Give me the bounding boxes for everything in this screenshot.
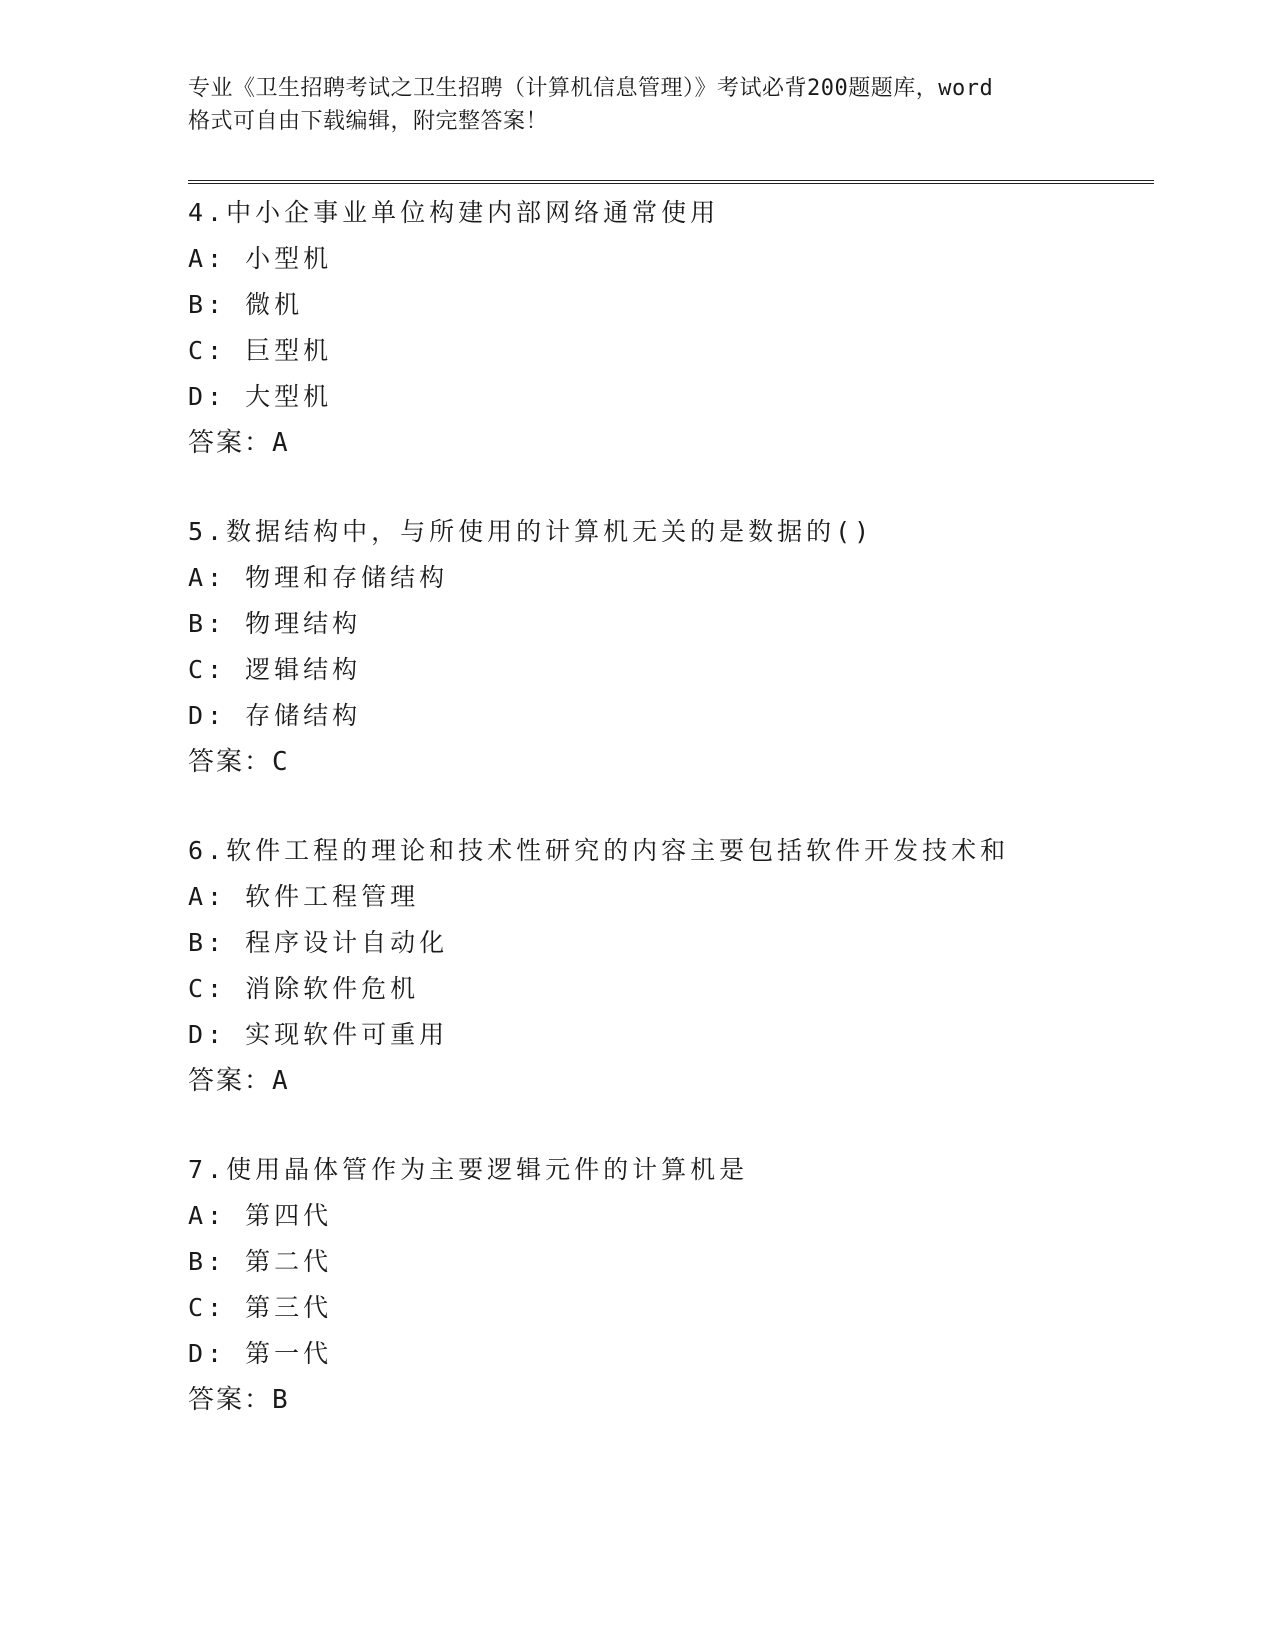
double-rule-divider [188,180,1154,184]
option-c: C: 逻辑结构 [188,655,362,684]
option-d: D: 第一代 [188,1339,333,1368]
option-b: B: 微机 [188,290,304,319]
answer-label: 答案： [188,428,273,458]
question-text: 4.中小企事业单位构建内部网络通常使用 [188,198,720,227]
option-d: D: 存储结构 [188,701,362,730]
answer-line [188,1377,1148,1423]
answer-label: 答案： [188,747,273,777]
answer-label: 答案： [188,1066,273,1096]
option-c: C: 第三代 [188,1293,333,1322]
document-header [188,72,1148,138]
option-a: A: 物理和存储结构 [188,563,449,592]
option-b: B: 第二代 [188,1247,333,1276]
option-b: B: 程序设计自动化 [188,928,449,957]
option-c: C: 巨型机 [188,336,333,365]
option-d: D: 实现软件可重用 [188,1020,449,1049]
answer-value: C [272,747,289,777]
answer-value: B [272,1385,289,1415]
option-b: B: 物理结构 [188,609,362,638]
question-text: 6.软件工程的理论和技术性研究的内容主要包括软件开发技术和 [188,836,1010,865]
question-item [188,828,1148,1104]
answer-line [188,739,1148,785]
answer-value: A [272,1066,289,1096]
option-a: A: 第四代 [188,1201,333,1230]
question-text: 7.使用晶体管作为主要逻辑元件的计算机是 [188,1155,749,1184]
question-list [188,190,1148,1423]
question-text: 5.数据结构中，与所使用的计算机无关的是数据的() [188,517,874,546]
option-a: A: 软件工程管理 [188,882,420,911]
question-item [188,190,1148,466]
answer-value: A [272,428,289,458]
question-item [188,509,1148,785]
answer-line [188,420,1148,466]
option-d: D: 大型机 [188,382,333,411]
option-a: A: 小型机 [188,244,333,273]
answer-label: 答案： [188,1385,273,1415]
answer-line [188,1058,1148,1104]
question-item [188,1147,1148,1423]
header-line-2: 格式可自由下载编辑，附完整答案！ [188,109,549,134]
option-c: C: 消除软件危机 [188,974,420,1003]
header-line-1: 专业《卫生招聘考试之卫生招聘（计算机信息管理）》考试必背200题题库，word [188,76,994,101]
document-page [188,72,1148,1423]
